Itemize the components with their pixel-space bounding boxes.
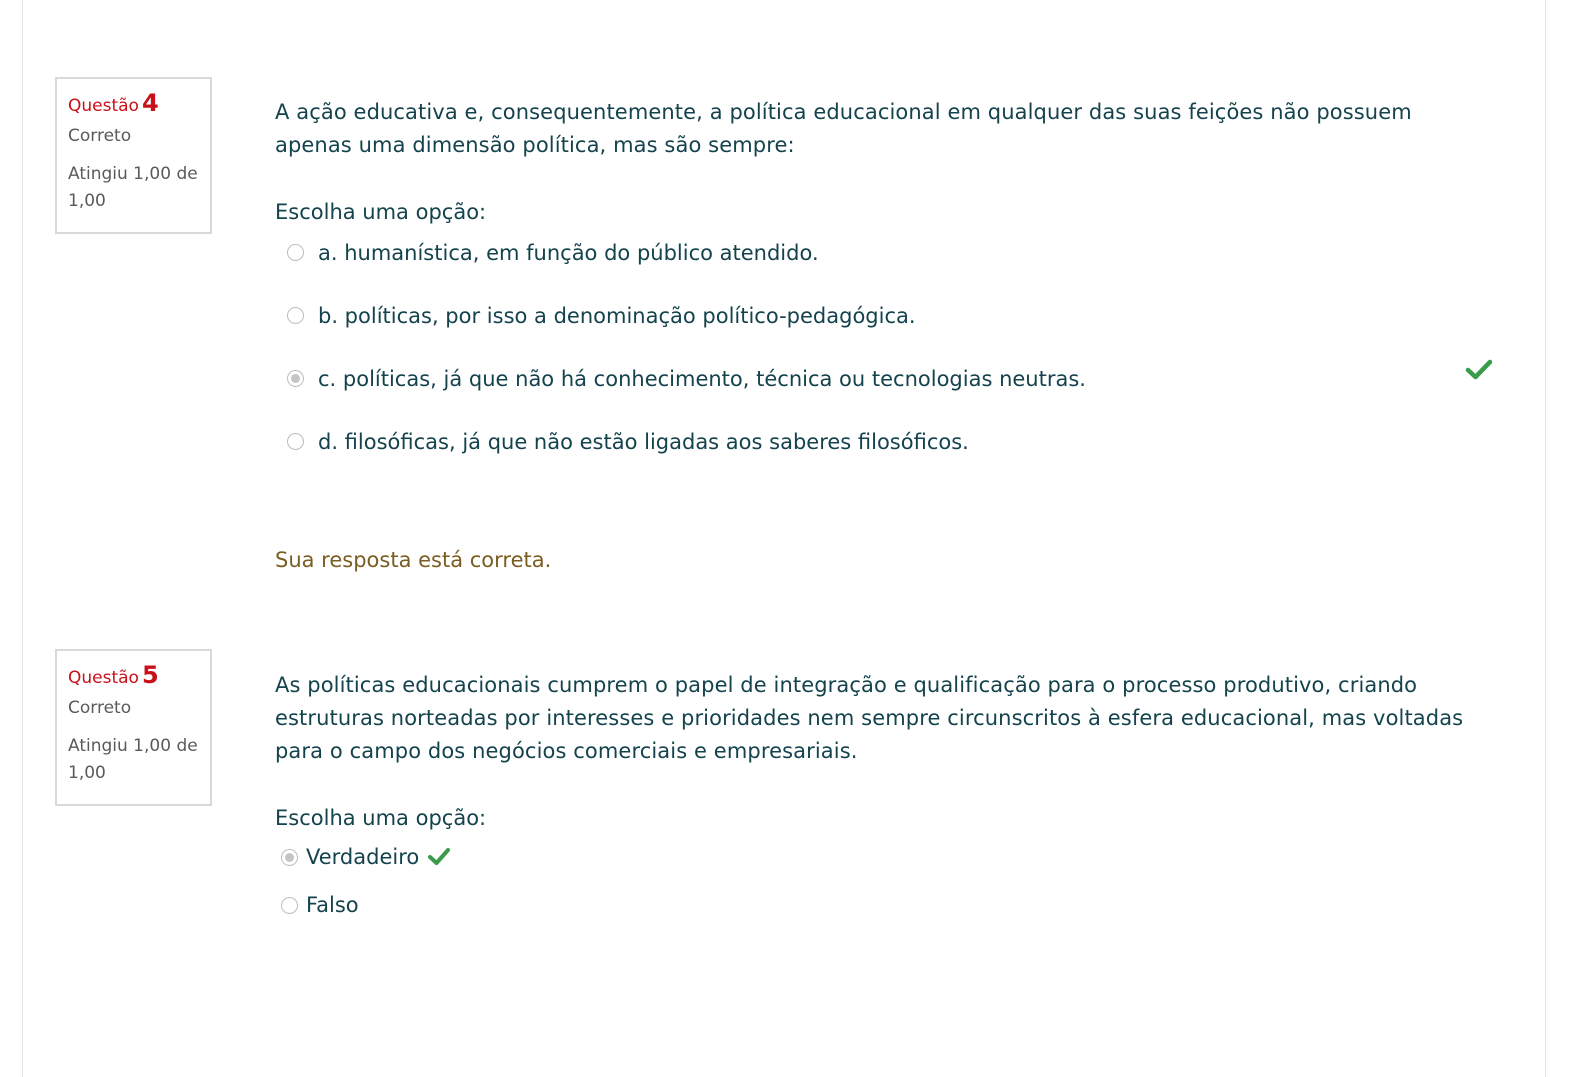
answer-list xyxy=(287,221,1495,473)
question-content-5 xyxy=(275,669,1495,929)
question-number-value: 5 xyxy=(141,661,159,689)
question-text: A ação educativa e, consequentemente, a política educacional em qualquer das suas feições não possuem apenas uma dimensão política, mas são sempre: xyxy=(275,100,1412,157)
question-content-4 xyxy=(275,96,1495,473)
question-feedback: Sua resposta está correta. xyxy=(275,548,552,572)
question-text: As políticas educacionais cumprem o papel de integração e qualificação para o processo produtivo, criando estruturas norteadas por interesses e prioridades nem sempre circunscritos à esfera educacional, mas voltadas para o campo dos negócios comerciais e empresariais. xyxy=(275,673,1464,763)
answer-label: a. humanística, em função do público atendido. xyxy=(318,240,819,265)
answer-prompt: Escolha uma opção: xyxy=(275,200,487,224)
answer-list xyxy=(281,833,1495,929)
question-info-4 xyxy=(55,77,212,234)
answer-option-b[interactable] xyxy=(287,284,1495,347)
question-number: Questão 5 xyxy=(68,661,159,689)
answer-label: Falso xyxy=(306,893,359,917)
quiz-page xyxy=(22,0,1546,1077)
answer-option-c[interactable] xyxy=(287,347,1495,410)
radio-icon[interactable] xyxy=(281,849,298,866)
question-state: Correto xyxy=(68,126,132,146)
radio-icon[interactable] xyxy=(287,370,304,387)
check-icon xyxy=(427,847,451,867)
answer-label: c. políticas, já que não há conhecimento, técnica ou tecnologias neutras. xyxy=(318,366,1086,391)
radio-icon[interactable] xyxy=(287,433,304,450)
radio-icon[interactable] xyxy=(281,897,298,914)
answer-option-true[interactable] xyxy=(281,833,1495,881)
radio-icon[interactable] xyxy=(287,307,304,324)
check-icon xyxy=(1465,359,1493,381)
answer-label: b. políticas, por isso a denominação político-pedagógica. xyxy=(318,303,916,328)
radio-icon[interactable] xyxy=(287,244,304,261)
answer-option-d[interactable] xyxy=(287,410,1495,473)
question-grade: Atingiu 1,00 de 1,00 xyxy=(68,164,198,211)
question-info-5 xyxy=(55,649,212,806)
question-number: Questão 4 xyxy=(68,89,159,117)
question-state: Correto xyxy=(68,698,132,718)
answer-prompt: Escolha uma opção: xyxy=(275,806,487,830)
answer-label: d. filosóficas, já que não estão ligadas aos saberes filosóficos. xyxy=(318,429,969,454)
answer-option-a[interactable] xyxy=(287,221,1495,284)
question-number-value: 4 xyxy=(141,89,159,117)
question-grade: Atingiu 1,00 de 1,00 xyxy=(68,736,198,783)
answer-option-false[interactable] xyxy=(281,881,1495,929)
answer-label: Verdadeiro xyxy=(306,845,420,869)
